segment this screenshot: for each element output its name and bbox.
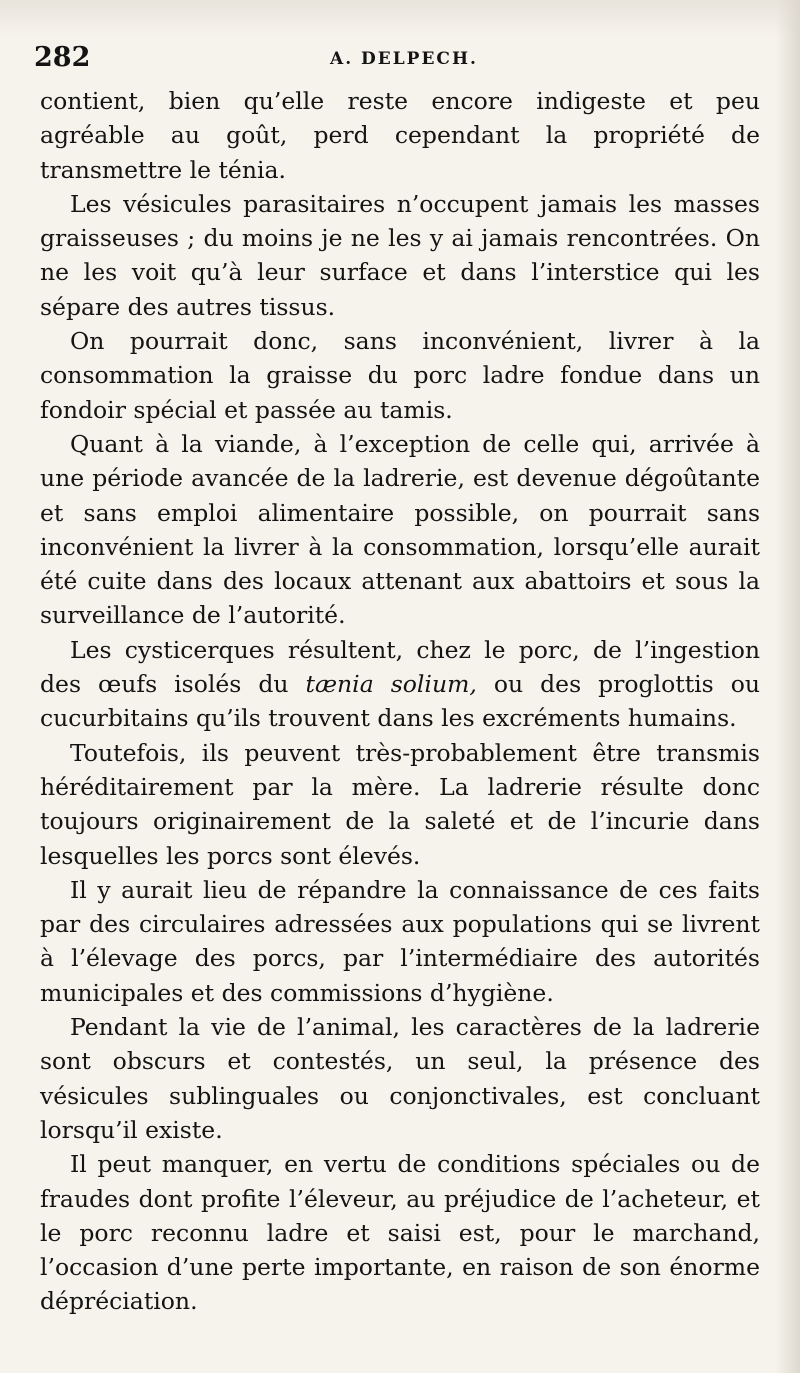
page-shadow-right <box>776 0 800 1373</box>
paragraph-4: Quant à la viande, à l’exception de celle qui, arrivée à une période avancée de la ladrerie, est devenue dégoûtante et sans emploi alimentaire possible, on pourrait sans inconvénient la livrer à la consommation, lorsqu’elle aurait été cuite dans des locaux attenant aux abattoirs et sous la surveillance de l’autorité. <box>40 429 760 630</box>
species-name: tænia solium, <box>305 670 477 699</box>
body-text <box>40 84 760 1319</box>
paragraph-5-start: Les cysticerques résultent, chez le porc, de l’ingestion des œufs isolés du <box>40 635 760 699</box>
paragraph-1: contient, bien qu’elle reste encore indigeste et peu agréable au goût, perd cependant la propriété de transmettre le ténia. <box>40 87 760 184</box>
paragraph-2: Les vésicules parasitaires n’occupent jamais les masses graisseuses ; du moins je ne les y ai jamais rencontrées. On ne les voit qu’à leur surface et dans l’interstice qui les sépare des autres tissus. <box>40 189 760 321</box>
page-number: 282 <box>34 42 91 73</box>
paragraph-6: Toutefois, ils peuvent très-probablement être transmis héréditairement par la mère. La ladrerie résulte donc toujours originairement de la saleté et de l’incurie dans lesquelles les porcs sont élevés. <box>40 738 760 870</box>
paragraph-5-end: ou des proglottis ou cucurbitains qu’ils trouvent dans les excréments humains. <box>40 670 760 733</box>
paragraph-3: On pourrait donc, sans inconvénient, livrer à la consommation la graisse du porc ladre fondue dans un fondoir spécial et passée au tamis. <box>40 327 760 424</box>
running-head-author: A. DELPECH. <box>330 49 478 69</box>
paragraph-9: Il peut manquer, en vertu de conditions spéciales ou de fraudes dont profite l’éleveur, au préjudice de l’acheteur, et le porc reconnu ladre et saisi est, pour le marchand, l’occasion d’une perte importante, en raison de son énorme dépréciation. <box>40 1150 760 1316</box>
paragraph-5 <box>40 633 760 736</box>
paragraph-7: Il y aurait lieu de répandre la connaissance de ces faits par des circulaires adressées aux populations qui se livrent à l’élevage des porcs, par l’intermédiaire des autorités municipales et des commissions d’hygiène. <box>40 875 760 1007</box>
page-shadow-top <box>0 0 800 36</box>
paragraph-8: Pendant la vie de l’animal, les caractères de la ladrerie sont obscurs et contestés, un seul, la présence des vésicules sublinguales ou conjonctivales, est concluant lorsqu’il existe. <box>40 1013 760 1144</box>
running-head <box>34 42 774 78</box>
